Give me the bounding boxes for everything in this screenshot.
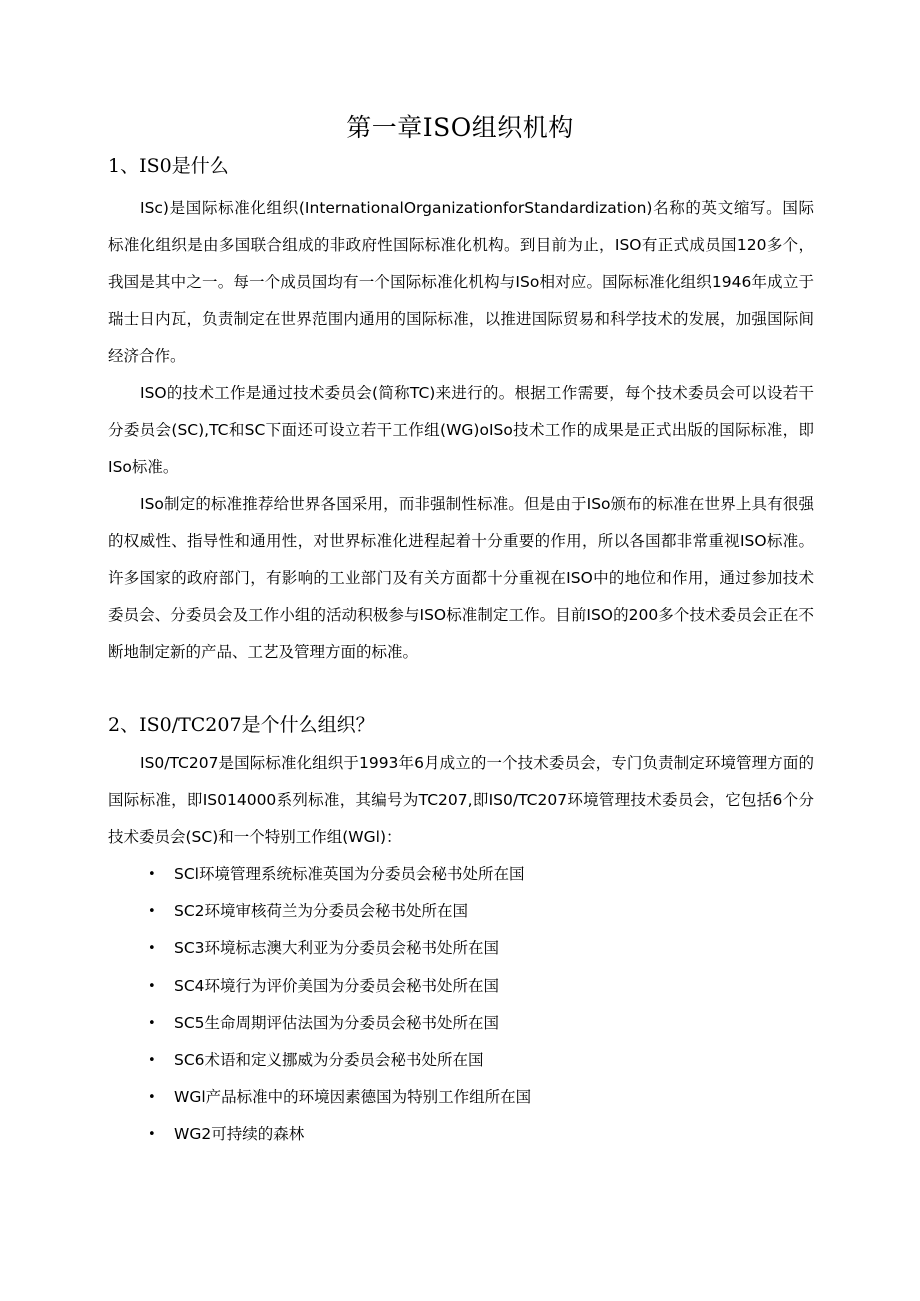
list-item: [148, 1042, 531, 1079]
list-item-text: SC4环境行为评价美国为分委员会秘书处所在国: [174, 976, 500, 995]
list-item-text: SC5生命周期评估法国为分委员会秘书处所在国: [174, 1013, 500, 1032]
list-item-text: SC6术语和定义挪威为分委员会秘书处所在国: [174, 1050, 484, 1069]
section-heading-what-is-iso: 1、IS0是什么: [108, 155, 229, 177]
list-item: [148, 1116, 531, 1153]
subcommittee-list: [148, 856, 531, 1154]
page-title: 第一章ISO组织机构: [346, 113, 574, 142]
bullet-icon: •: [148, 978, 156, 994]
list-item: [148, 1079, 531, 1116]
bullet-icon: •: [148, 1127, 156, 1143]
list-item-text: WGl产品标准中的环境因素德国为特别工作组所在国: [174, 1088, 532, 1107]
bullet-icon: •: [148, 1052, 156, 1068]
bullet-icon: •: [148, 904, 156, 920]
list-item: [148, 968, 531, 1005]
list-item-text: WG2可持续的森林: [174, 1125, 305, 1144]
paragraph-iso-technical-work: ISO的技术工作是通过技术委员会(简称TC)来进行的。根据工作需要，每个技术委员会可以设若干分委员会(SC),TC和SC下面还可设立若干工作组(WG)oISo技术工作的成果是正式出版的国际标准，即ISo标准。: [108, 384, 814, 476]
list-item: [148, 856, 531, 893]
list-item-text: SCl环境管理系统标准英国为分委员会秘书处所在国: [174, 865, 525, 883]
paragraph-iso-standards-adoption: ISo制定的标准推荐给世界各国采用，而非强制性标准。但是由于ISo颁布的标准在世界上具有很强的权威性、指导性和通用性，对世界标准化进程起着十分重要的作用，所以各国都非常重视ISO标准。许多国家的政府部门，有影响的工业部门及有关方面都十分重视在ISO中的地位和作用，通过参加技术委员会、分委员会及工作小组的活动积极参与ISO标准制定工作。目前ISO的200多个技术委员会正在不断地制定新的产品、工艺及管理方面的标准。: [108, 495, 814, 661]
bullet-icon: •: [148, 867, 156, 882]
list-item: [148, 893, 531, 930]
list-item: [148, 1005, 531, 1042]
section-heading-tc207: 2、IS0/TC207是个什么组织？: [108, 714, 375, 736]
bullet-icon: •: [148, 941, 156, 957]
list-item: [148, 930, 531, 967]
bullet-icon: •: [148, 1015, 156, 1031]
bullet-icon: •: [148, 1090, 156, 1106]
paragraph-tc207-definition: IS0/TC207是国际标准化组织于1993年6月成立的一个技术委员会，专门负责制定环境管理方面的国际标准，即IS014000系列标准，其编号为TC207,即IS0/TC207环境管理技术委员会，它包括6个分技术委员会(SC)和一个特别工作组(WGl)：: [108, 754, 814, 846]
list-item-text: SC3环境标志澳大利亚为分委员会秘书处所在国: [174, 939, 500, 958]
paragraph-iso-definition: ISc)是国际标准化组织(InternationalOrganizationforStandardization)名称的英文缩写。国际标准化组织是由多国联合组成的非政府性国际标准化机构。到目前为止，ISO有正式成员国120多个，我国是其中之一。每一个成员国均有一个国际标准化机构与ISo相对应。国际标准化组织1946年成立于瑞士日内瓦，负责制定在世界范围内通用的国际标准，以推进国际贸易和科学技术的发展，加强国际间经济合作。: [108, 199, 814, 365]
list-item-text: SC2环境审核荷兰为分委员会秘书处所在国: [174, 902, 469, 921]
